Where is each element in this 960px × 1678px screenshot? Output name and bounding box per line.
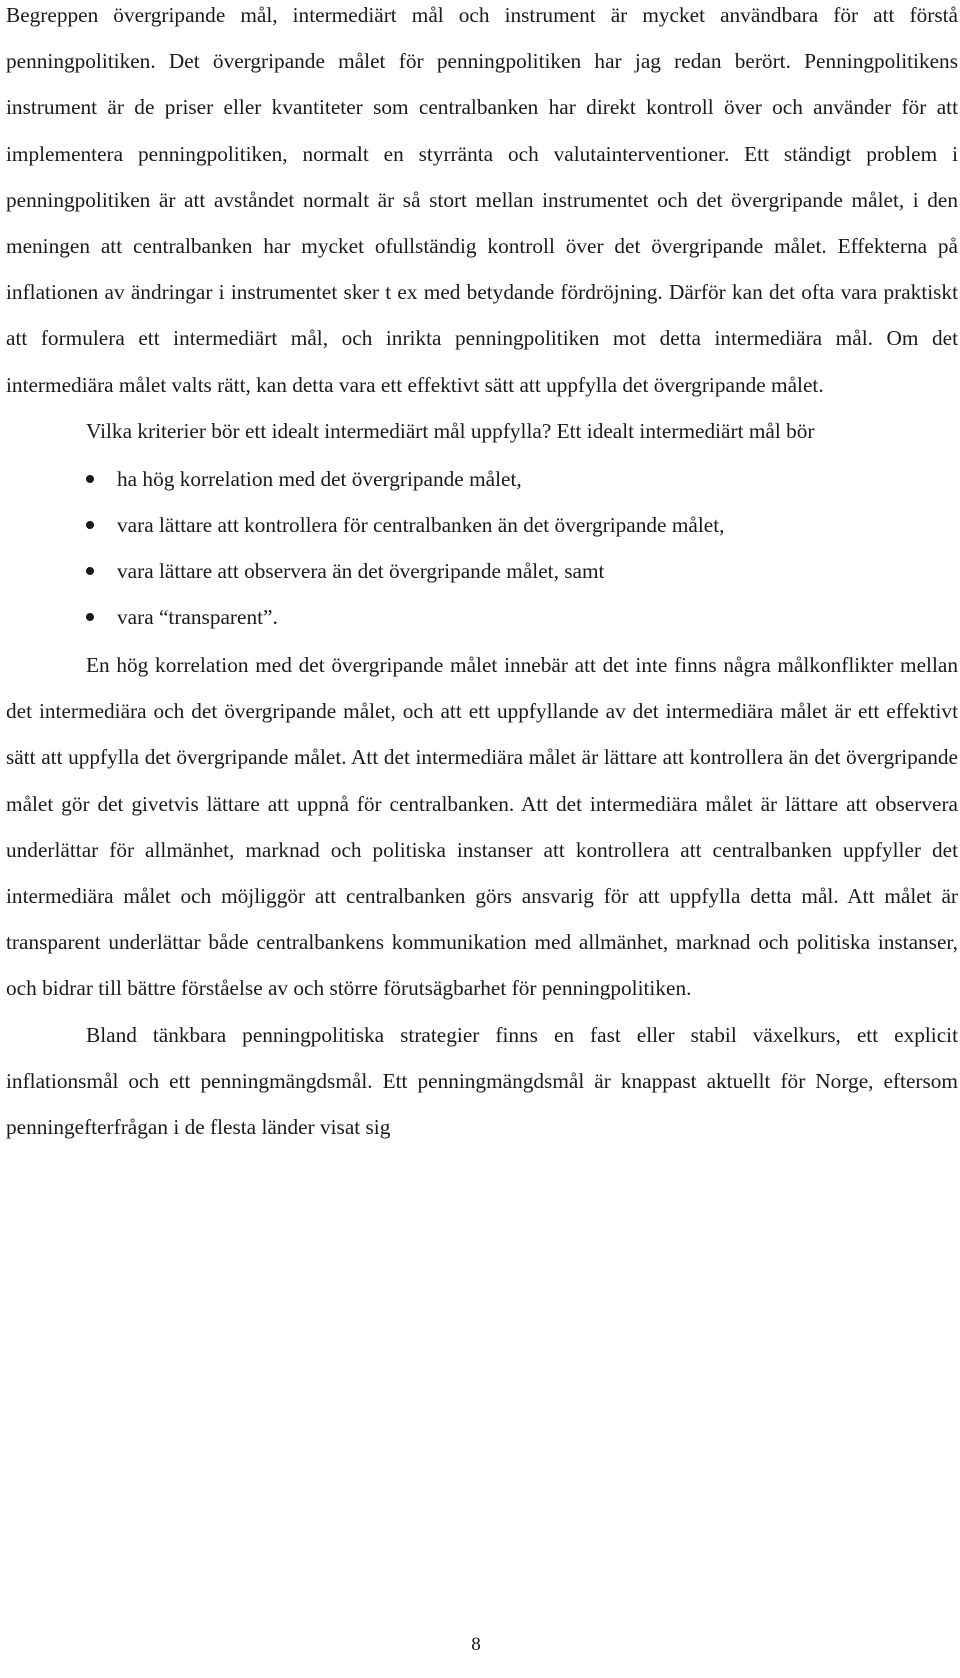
- list-item-text: vara “transparent”.: [117, 605, 278, 630]
- paragraph-strategies: Bland tänkbara penningpolitiska strategier finns en fast eller stabil växelkurs, ett explicit inflationsmål och ett penningmängdsmål. Ett penningmängdsmål är knappast aktuellt för Norge, eftersom penningefterfrågan i de flesta länder visat sig: [6, 1022, 958, 1140]
- list-item-text: vara lättare att kontrollera för centralbanken än det övergripande målet,: [117, 513, 725, 538]
- bullet-icon: [86, 475, 94, 483]
- list-item: [6, 456, 958, 502]
- criteria-list: [6, 456, 958, 640]
- page-number: 8: [471, 1634, 481, 1655]
- list-item: [6, 548, 958, 594]
- paragraph-correlation: En hög korrelation med det övergripande målet innebär att det inte finns några målkonflikter mellan det intermediära och det övergripande målet, och att ett uppfyllande av det intermediära målet är ett effektivt sätt att uppfylla det övergripande målet. Att det intermediära målet är lättare att kontrollera än det övergripande målet gör det givetvis lättare att uppnå för centralbanken. Att det intermediära målet är lättare att observera underlättar för allmänhet, marknad och politiska instanser att kontrollera att centralbanken uppfyller det intermediära målet och möjliggör att centralbanken görs ansvarig för att uppfylla detta mål. Att målet är transparent underlättar både centralbankens kommunikation med allmänhet, marknad och politiska instanser, och bidrar till bättre förståelse av och större förutsägbarhet för penningpolitiken.: [6, 653, 958, 1001]
- list-item-text: vara lättare att observera än det övergripande målet, samt: [117, 559, 605, 584]
- document-page: [6, 0, 958, 1150]
- list-item: [6, 594, 958, 640]
- bullet-icon: [86, 567, 94, 575]
- bullet-icon: [86, 613, 94, 621]
- paragraph-instruments: Begreppen övergripande mål, intermediärt mål och instrument är mycket användbara för att förstå penningpolitiken. Det övergripande målet för penningpolitiken har jag redan berört. Penningpolitikens instrument är de priser eller kvantiteter som centralbanken har direkt kontroll över och använder för att implementera penningpolitiken, normalt en styrränta och valutainterventioner. Ett ständigt problem i penningpolitiken är att avståndet normalt är så stort mellan instrumentet och det övergripande målet, i den meningen att centralbanken har mycket ofullständig kontroll över det övergripande målet. Effekterna på inflationen av ändringar i instrumentet sker t ex med betydande fördröjning. Därför kan det ofta vara praktiskt att formulera ett intermediärt mål, och inrikta penningpolitiken mot detta intermediära mål. Om det intermediära målet valts rätt, kan detta vara ett effektivt sätt att uppfylla det övergripande målet.: [6, 3, 958, 397]
- bullet-icon: [86, 521, 94, 529]
- paragraph-criteria-intro: Vilka kriterier bör ett idealt intermediärt mål uppfylla? Ett idealt intermediärt mål bör: [86, 418, 815, 443]
- list-item: [6, 502, 958, 548]
- list-item-text: ha hög korrelation med det övergripande målet,: [117, 467, 522, 492]
